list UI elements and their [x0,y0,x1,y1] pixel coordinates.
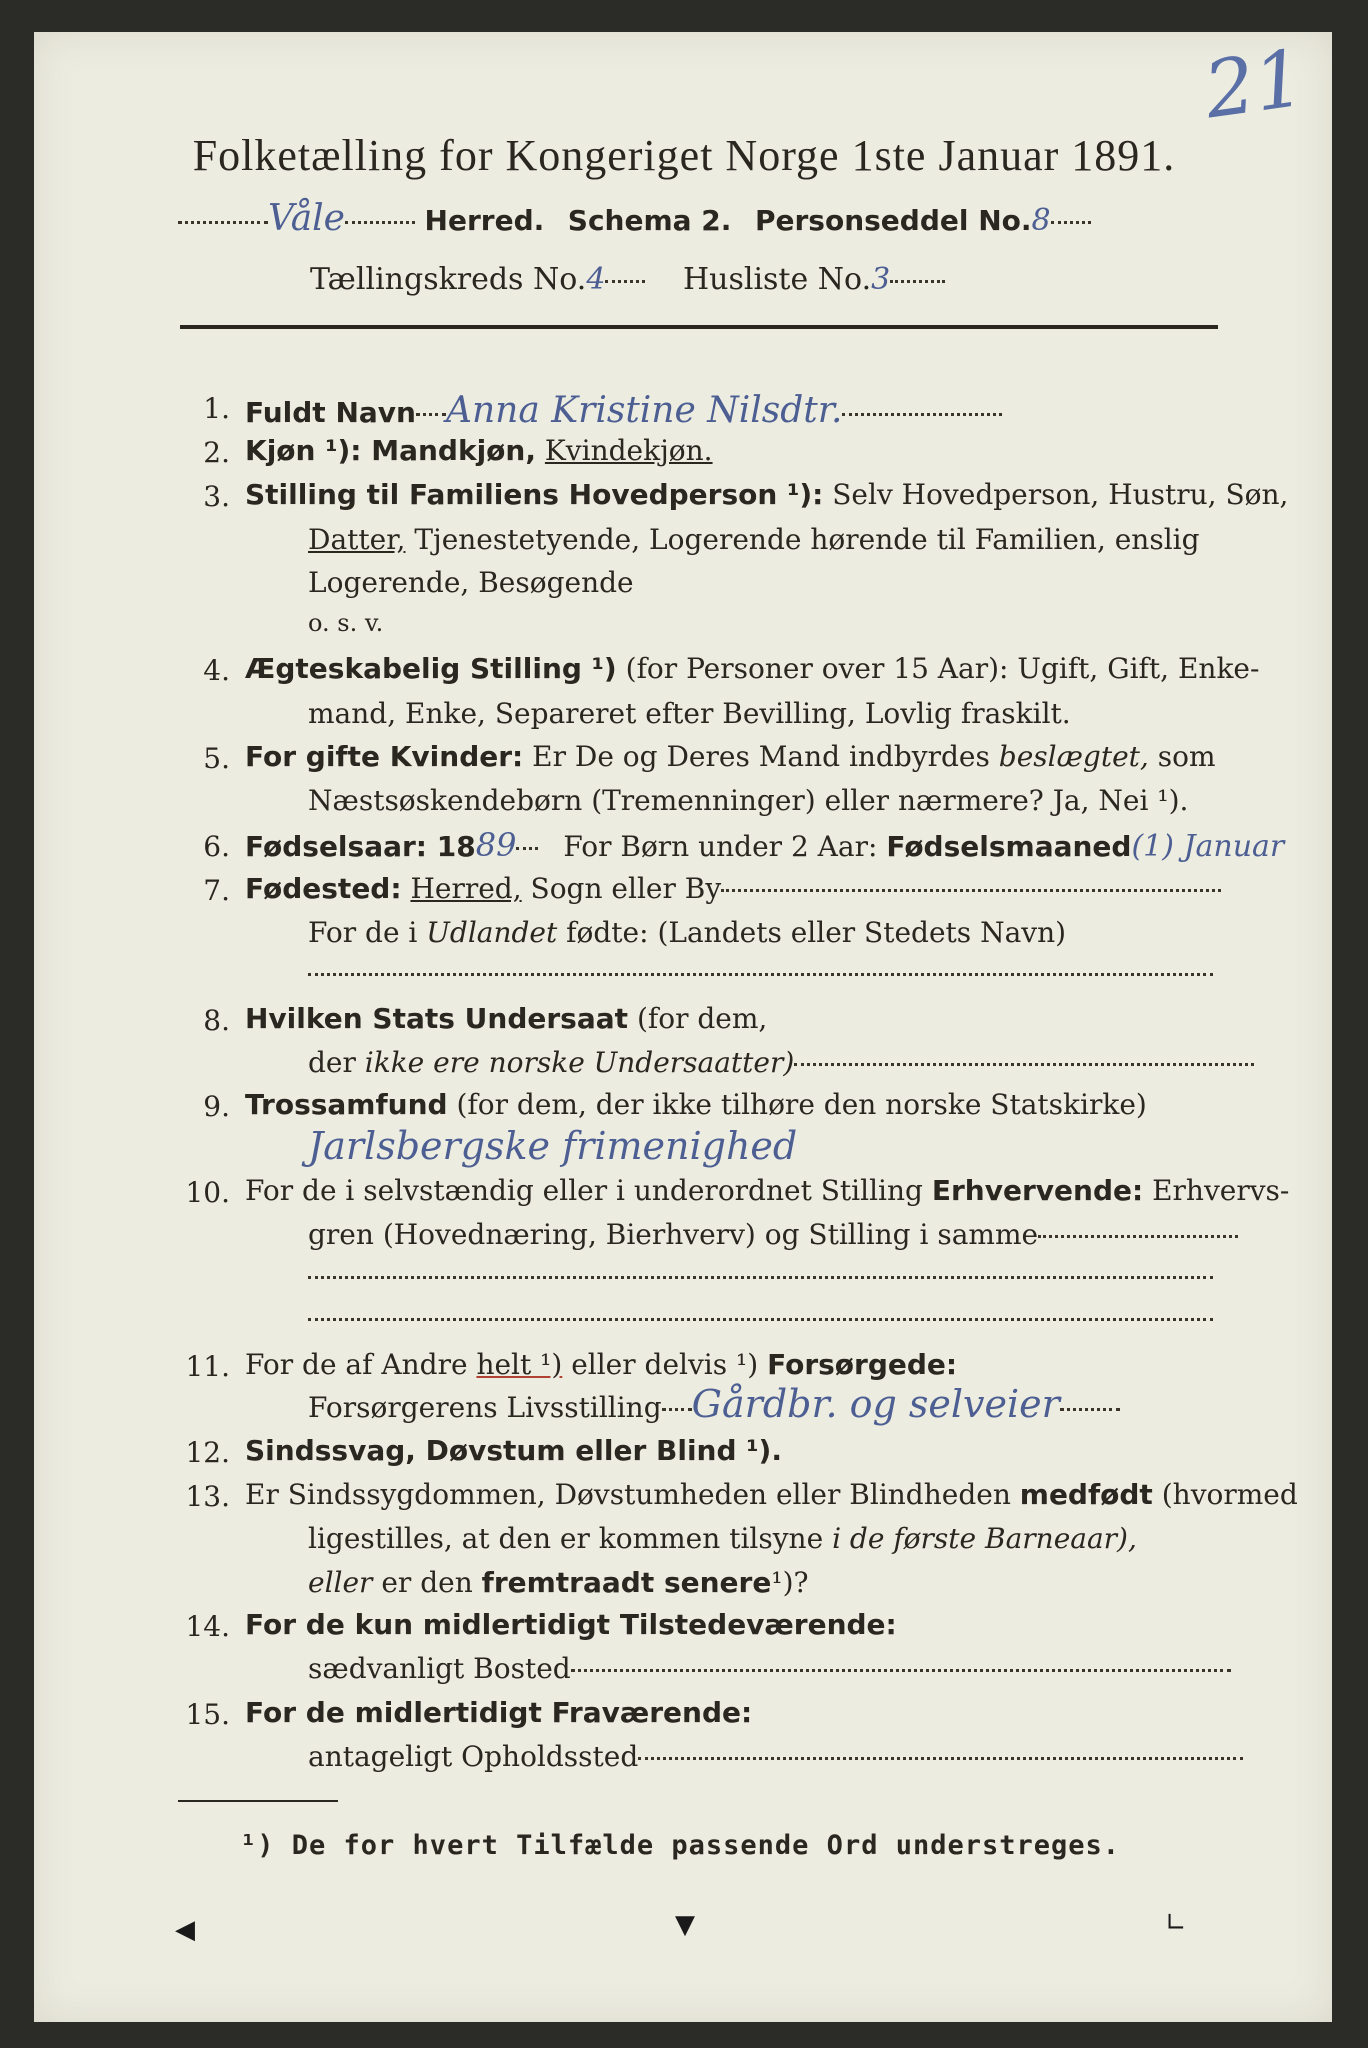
item-text: For de i selvstændig eller i underordnet Stilling [245,1174,923,1207]
item-text: som [1157,740,1216,773]
item-italic: i de første Barneaar), [832,1522,1137,1555]
item-birthplace [245,872,1221,905]
item-position-line4: o. s. v. [308,609,384,637]
item-text: (for dem, der ikke tilhøre den norske Statskirke) [456,1088,1147,1121]
item-label: Trossamfund [245,1088,448,1121]
item-number: 2. [203,436,230,469]
item-number: 7. [203,874,230,907]
item-text: Tjenestetyende, Logerende hørende til Familien, enslig [414,523,1200,556]
personseddel-value: 8 [1031,203,1051,238]
item-italic: beslægtet, [998,740,1149,773]
item-text: (for dem, [636,1002,768,1035]
item-number: 14. [185,1610,230,1643]
item-text: ligestilles, at den er kommen tilsyne [308,1522,824,1555]
item-birthplace-line2 [308,916,1066,949]
personseddel-label: Personseddel No. [754,204,1032,237]
item-label: Ægteskabelig Stilling ¹) [245,652,617,685]
item-married-women [245,740,1216,773]
item-text: Erhvervs- [1152,1174,1290,1207]
item-text: For de af Andre [245,1348,468,1381]
birth-year-value: 89 [475,826,517,864]
header-divider [180,325,1218,329]
item-text: gren (Hovednæring, Bierhverv) og Stilling i samme [308,1218,1039,1251]
item-occupation [245,1174,1289,1207]
item-label: Erhvervende: [931,1174,1144,1207]
herred-label: Herred. [424,204,545,237]
item-label: Hvilken Stats Undersaat [245,1002,629,1035]
full-name-value: Anna Kristine Nilsdtr. [445,390,843,431]
item-text: For Børn under 2 Aar: [563,830,878,863]
item-text: ¹)? [771,1566,809,1599]
item-congenital-line2 [308,1522,1137,1555]
item-citizenship-line2 [308,1046,1254,1079]
item-number: 15. [185,1698,230,1731]
handwritten-page-number: 21 [1199,33,1311,137]
item-italic: eller [308,1566,373,1599]
item-text: Er De og Deres Mand indbyrdes [532,740,990,773]
pin-mark-icon: ▼ [675,1910,695,1940]
birth-month-value: (1) Januar [1131,829,1285,864]
herred-value: Våle [268,198,345,239]
item-label: Fødselsaar: 18 [245,830,476,863]
item-number: 1. [203,392,230,425]
blank-line [308,955,1213,990]
underlined-answer: Datter, [308,523,406,556]
item-label: For de kun midlertidigt Tilstedeværende: [245,1608,897,1641]
item-italic: ikke ere norske Undersaatter) [364,1046,795,1079]
item-temporary-present [245,1608,897,1641]
husliste-value: 3 [871,262,891,297]
item-text: er den [381,1566,473,1599]
item-label: fremtraadt senere [481,1566,772,1599]
item-marital [245,652,1259,685]
item-text: der [308,1046,356,1079]
item-number: 6. [203,830,230,863]
item-full-name [245,390,1002,431]
item-text: eller delvis ¹) [571,1348,759,1381]
item-supported-line2 [308,1382,1120,1426]
item-citizenship [245,1002,767,1035]
schema-label: Schema 2. [567,204,732,237]
item-congenital-line3 [308,1566,809,1599]
underlined-answer: Herred, [410,872,522,905]
item-number: 5. [203,742,230,775]
kreds-label: Tællingskreds No. [310,262,587,297]
item-text: (hvormed [1161,1478,1298,1511]
item-number: 9. [203,1090,230,1123]
blank-line [308,1300,1213,1335]
item-supported [245,1348,957,1381]
header-kreds-row [310,262,945,297]
pin-mark-icon: ◀ [175,1915,195,1945]
item-label: medfødt [1019,1478,1153,1511]
footnote: ¹) De for hvert Tilfælde passende Ord understreges. [240,1830,1121,1861]
item-position [245,478,1288,511]
item-label: Sindssvag, Døvstum eller Blind ¹). [245,1434,782,1467]
item-label: For de midlertidigt Fraværende: [245,1696,753,1729]
item-number: 3. [203,480,230,513]
item-number: 10. [185,1176,230,1209]
item-birth-year [245,826,1284,864]
kreds-value: 4 [586,262,606,297]
item-label: Fuldt Navn [245,396,416,429]
item-religion [245,1088,1147,1121]
item-label: For gifte Kvinder: [245,740,524,773]
item-number: 12. [185,1436,230,1469]
footnote-divider [178,1800,338,1802]
blank-line [308,1258,1213,1293]
item-number: 11. [185,1350,230,1383]
item-religion-value-row [308,1124,797,1168]
pin-mark-icon: ∟ [1165,1908,1187,1938]
form-title: Folketælling for Kongeriget Norge 1ste Januar 1891. [192,131,1176,180]
underlined-answer: helt ¹) [476,1348,563,1381]
item-temporary-present-line2 [308,1652,1231,1685]
item-occupation-line2 [308,1218,1238,1251]
item-number: 13. [185,1480,230,1513]
item-temporary-absent-line2 [308,1740,1243,1773]
item-number: 4. [203,654,230,687]
item-text: (for Personer over 15 Aar): Ugift, Gift, Enke- [625,652,1260,685]
item-position-line3: Logerende, Besøgende [308,566,634,599]
underlined-answer: Kvindekjøn. [544,434,713,467]
item-text: Sogn eller By [530,872,722,905]
item-italic: Udlandet [426,916,558,949]
item-congenital [245,1478,1298,1511]
item-disability [245,1434,782,1467]
husliste-label: Husliste No. [682,262,872,297]
item-marital-line2: mand, Enke, Separeret efter Bevilling, Lovlig fraskilt. [308,697,1071,730]
item-text: Er Sindssygdommen, Døvstumheden eller Blindheden [245,1478,1011,1511]
religion-value: Jarlsbergske frimenighed [308,1124,798,1168]
item-number: 8. [203,1004,230,1037]
header-herred-row [178,198,1091,239]
item-text: antageligt Opholdssted [308,1740,639,1773]
item-position-line2 [308,523,1200,556]
provider-occupation-value: Gårdbr. og selveier [691,1382,1060,1426]
item-text: For de i [308,916,418,949]
item-text: fødte: (Landets eller Stedets Navn) [566,916,1067,949]
item-temporary-absent [245,1696,752,1729]
item-label: Forsørgede: [767,1348,958,1381]
item-text: Selv Hovedperson, Hustru, Søn, [832,478,1289,511]
item-label: Kjøn ¹): Mandkjøn, [245,434,536,467]
item-text: sædvanligt Bosted [308,1652,571,1685]
item-sex [245,434,713,467]
item-label: Fødested: [245,872,402,905]
item-label: Fødselsmaaned [886,830,1132,863]
item-married-women-line2: Næstsøskendebørn (Tremenninger) eller nærmere? Ja, Nei ¹). [308,784,1189,817]
item-label: Stilling til Familiens Hovedperson ¹): [245,478,824,511]
item-text: Forsørgerens Livsstilling [308,1391,662,1424]
